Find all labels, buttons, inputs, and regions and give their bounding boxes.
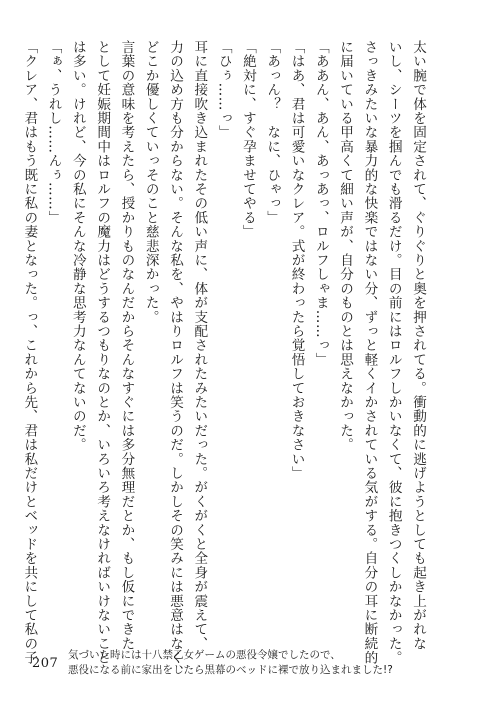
text-line-12: どこか優しくていっそのこと慈悲深かった。 [142,40,159,324]
running-title-line-1: 気づいた時には十八禁乙女ゲームの悪役令嬢でしたので、 [68,649,341,661]
text-line-9: 「ひぅ……っ」 [215,40,232,140]
page-footer [32,648,472,684]
page-number: 207 [32,656,59,671]
text-line-5: 「ああん、あん、あっあっ、ロルフしゃま……っ」 [312,40,329,367]
running-title-line-2: 悪役になる前に家出をしたら黒幕のベッドに裸で放り込まれました!? [68,664,393,676]
text-line-1: 太い腕で体を固定されて、ぐりぐりと奥を押されてる。衝動的に逃げようとしても起き上がれな [410,40,426,651]
text-line-11: 力の込め方も分からない。そんな私を、やはりロルフは笑うのだ。しかしその笑みには悪意はなく、 [167,40,184,679]
text-line-4: に届いている甲高くて細い声が、自分のものとは思えなかった。 [337,40,354,452]
text-line-16: 「ぁ、うれし……んぅ……」 [45,40,62,225]
text-line-14: として妊娠期間中はロルフの魔力はどうするつもりなのとか、いろいろ考えなければいけないこと [94,40,111,665]
text-line-2: いし、シーツを掴んでも滑るだけ。目の前にはロルフしかいなくて、彼に抱きつくしかなかった。 [385,40,402,665]
running-title [68,648,393,678]
text-line-17: 「クレア、君はもう既に私の妻となった。っ、これから先、君は私だけとベッドを共にして私の子 [21,40,38,665]
text-line-3: さっきみたいな暴力的な快楽ではない分、ずっと軽くイかされている気がする。自分の耳に断続的 [361,40,378,665]
text-line-8: 「絶対に、すぐ孕ませてやる」 [239,40,256,239]
text-line-13: 言葉の意味を考えたら、授かりものなんだからそんなすぐには多分無理だとか、もし仮にできた [118,40,135,651]
text-line-7: 「あっん？ なに、ひゃっ」 [264,40,281,225]
text-line-6: 「はあ、君は可愛いなクレア。式が終わったら覚悟しておきなさい」 [288,40,305,481]
text-line-10: 耳に直接吹き込まれたその低い声に、体が支配されたみたいだった。がくがくと全身が震えて、 [191,40,208,651]
text-line-15: は多い。けれど、今の私にそんな冷静な思考力なんてないのだ。 [69,40,86,452]
